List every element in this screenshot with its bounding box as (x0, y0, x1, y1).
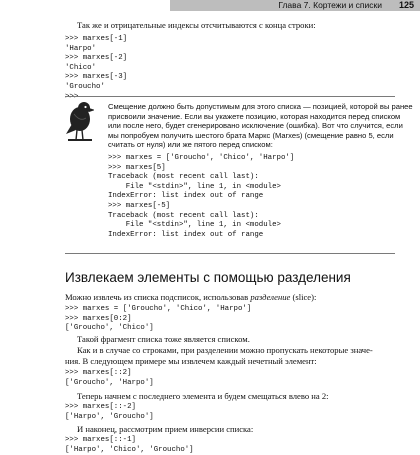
code-block-inversion: >>> marxes[::-1] ['Harpo', 'Chico', 'Groucho'] (65, 436, 194, 454)
code-block-negative-indexes: >>> marxes[-1] 'Harpo' >>> marxes[-2] 'Chico' >>> marxes[-3] 'Groucho' (65, 35, 128, 91)
paragraph-inversion: И наконец, рассмотрим прием инверсии списка: (77, 424, 254, 434)
paragraph-skip-line-1: Как и в случае со строками, при разделении можно пропускать некоторые значе- (77, 345, 373, 355)
page-number: 125 (398, 0, 414, 10)
code-block-step-2: >>> marxes[::2] ['Groucho', 'Harpo'] (65, 369, 154, 387)
paragraph-slice-is-list: Такой фрагмент списка тоже является списком. (77, 334, 250, 344)
page-header (0, 0, 420, 13)
note-code-block: >>> marxes = ['Groucho', 'Chico', 'Harpo'] >>> marxes[5] Traceback (most recent call last): File "<stdin>", line 1, in <module> IndexError: list index out of range >>> marxes[-5] Traceback (most recent call last): File "<stdin>", line 1, in <module> IndexError: list index out of range (108, 154, 295, 239)
slice-term: разделение (250, 292, 291, 302)
paragraph-skip-line-2: ния. В следующем примере мы извлечем каждый нечетный элемент: (65, 356, 317, 366)
note-top-rule (65, 96, 395, 97)
note-line: считать от нуля) или же пятого перед списком: (108, 140, 273, 150)
slice-paragraph: Можно извлечь из списка подсписок, использовав разделение (slice): (65, 292, 317, 302)
intro-paragraph: Так же и отрицательные индексы отсчитываются с конца строки: (77, 20, 316, 30)
note-line: или после него, будет сгенерировано исключение (ошибка). Вот что случится, если (108, 121, 403, 131)
chapter-title: Глава 7. Кортежи и списки (278, 0, 382, 10)
raven-icon (64, 100, 94, 146)
code-block-slice: >>> marxes = ['Groucho', 'Chico', 'Harpo'] >>> marxes[0:2] ['Groucho', 'Chico'] (65, 305, 252, 333)
code-block-step-minus-2: >>> marxes[::-2] ['Harpo', 'Groucho'] (65, 403, 154, 421)
section-title: Извлекаем элементы с помощью разделения (65, 270, 351, 285)
note-line: Смещение должно быть допустимым для этого списка — позицией, которой вы ранее (108, 102, 413, 111)
note-line: присвоили значение. Если вы укажете позицию, которая находится перед списком (108, 111, 401, 121)
note-bottom-rule (65, 253, 395, 254)
note-line: мы попробуем получить шестого брата Маркс (Marxes) (смещение равно 5, если (108, 130, 394, 140)
paragraph-reverse-step: Теперь начнем с последнего элемента и будем смещаться влево на 2: (77, 391, 329, 401)
note-text (108, 102, 413, 150)
